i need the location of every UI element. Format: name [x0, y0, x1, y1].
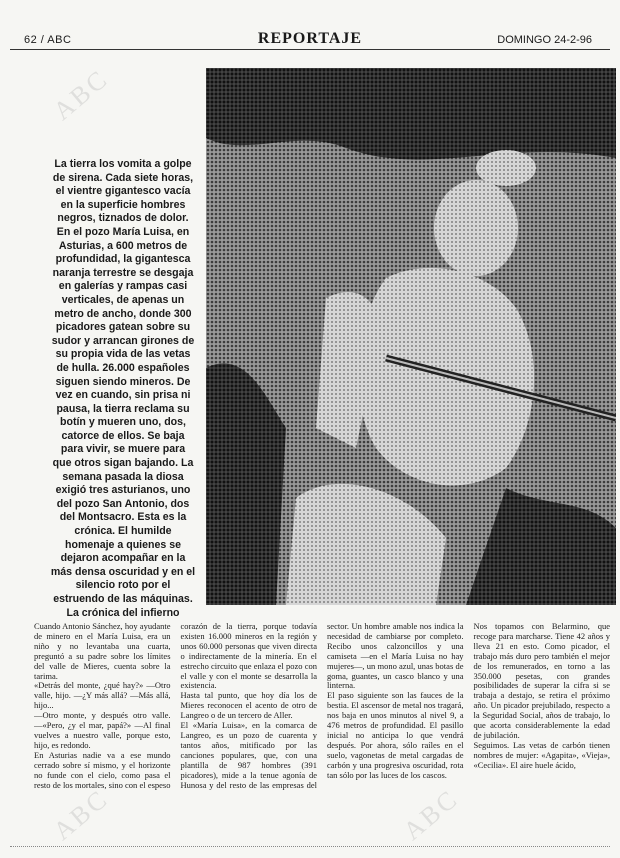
body-paragraph: El «María Luisa», en la comarca de Langreo, es un pozo de cuarenta y tantos años, mitificado por las canciones populares, que, con una plantilla de 987 hombres (391 picadores), mide a la tenue agonía de Hunosa y del resto de las empresas del sector. Un hombre amable nos indica la necesidad de cambiarse por completo. Recibo unos calzoncillos y una camiseta —en el María Luisa no hay mujeres—, un mono azul, unas botas de goma, guantes, un casco blanco y una linterna.	[180, 622, 464, 790]
footer-rule	[10, 846, 610, 847]
watermark-bottom-right: ABC	[397, 783, 465, 846]
body-paragraph: Cuando Antonio Sánchez, hoy ayudante de minero en el María Luisa, era un niño y no levantaba una cuarta, preguntó a su padre sobre los límites del valle de Mieres, cuenta sobre la tarima.	[34, 622, 171, 681]
body-paragraph: «Detrás del monte, ¿qué hay?» —Otro valle, hijo. —¿Y más allá? —Más allá, hijo...	[34, 680, 171, 711]
body-paragraph: —Otro monte, y después otro valle. —«Pero, ¿y el mar, papá?» —Al final vuelves a nuestro valle, porque esto, hijo, es redondo.	[34, 710, 171, 750]
issue-date: DOMINGO 24-2-96	[497, 34, 592, 46]
watermark-top-left: ABC	[47, 63, 115, 126]
body-paragraph: En Asturias nadie va a ese mundo cerrado sobre sí mismo, y el horizonte no funde con el cielo, como pasa el resto de los mortales, sino con el espeso corazón de la tierra, porque todavía existen 16.000 mineros en la región y unos 60.000 personas que viven directa o indirectamente de la minería. En el estrecho circuito que enlaza el pozo con el valle y con el monte se desarrolla la existencia.	[34, 622, 317, 790]
article-body	[34, 622, 610, 832]
lead-paragraph: La tierra los vomita a golpe de sirena. Cada siete horas, el vientre gigantesco vacía en la superficie hombres negros, tiznados de dolor. En el pozo María Luisa, en Asturias, a 600 metros de profundidad, la gigantesca naranja terrestre se desgaja en galerías y rampas casi verticales, de apenas un metro de ancho, donde 300 picadores gatean sobre su sudor y arrancan girones de su propia vida de las vetas de hulla. 26.000 españoles siguen siendo mineros. De vez en cuando, sin prisa ni pausa, la tierra reclama su botín y mueren uno, dos, catorce de ellos. Se baja para vivir, se muere para que otros sigan bajando. La semana pasada la diosa exigió tres asturianos, uno del pozo San Antonio, dos del Montsacro. Esta es la crónica. El humilde homenaje a quienes se dejaron acompañar en la más densa oscuridad y en el silencio roto por el estruendo de las máquinas. La crónica del infierno	[50, 158, 196, 619]
watermark-bottom-left: ABC	[47, 783, 115, 846]
miner-photo-illustration	[206, 68, 616, 605]
section-title: REPORTAJE	[257, 30, 363, 47]
body-paragraph: El paso siguiente son las fauces de la bestia. El ascensor de metal nos tragará, nos baja en unos minutos al nivel 9, a 476 metros de profundidad. El pasillo inicial no anticipa lo que vendrá después. Por ahora, sólo raíles en el suelo, vagonetas de metal cargadas de carbón y una progresiva oscuridad, rota tan sólo por las luces de los cascos.	[327, 690, 464, 780]
body-paragraph: Nos topamos con Belarmino, que recoge para marcharse. Tiene 42 años y lleva 21 en esto. Como picador, el trabajo más duro pero también el mejor de los remunerados, en torno a las 350.000 pesetas, con grandes posibilidades de superar la cifra si se trabaja a destajo, se retira el próximo año. Un picador prejubilado, respecto a la Seguridad Social, años de trabajo, lo que acorta considerablemente la edad de jubilación.	[473, 622, 610, 740]
body-paragraph: Hasta tal punto, que hoy día los de Mieres reconocen el acento de otro de Langreo o de un tercero de Aller.	[180, 690, 317, 721]
header-rule	[10, 49, 610, 50]
miner-photo	[206, 68, 616, 605]
page-number: 62 / ABC	[24, 34, 72, 46]
body-paragraph: Seguimos. Las vetas de carbón tienen nombres de mujer: «Agapita», «Vieja», «Cecilia». El aire huele ácido,	[473, 739, 610, 770]
